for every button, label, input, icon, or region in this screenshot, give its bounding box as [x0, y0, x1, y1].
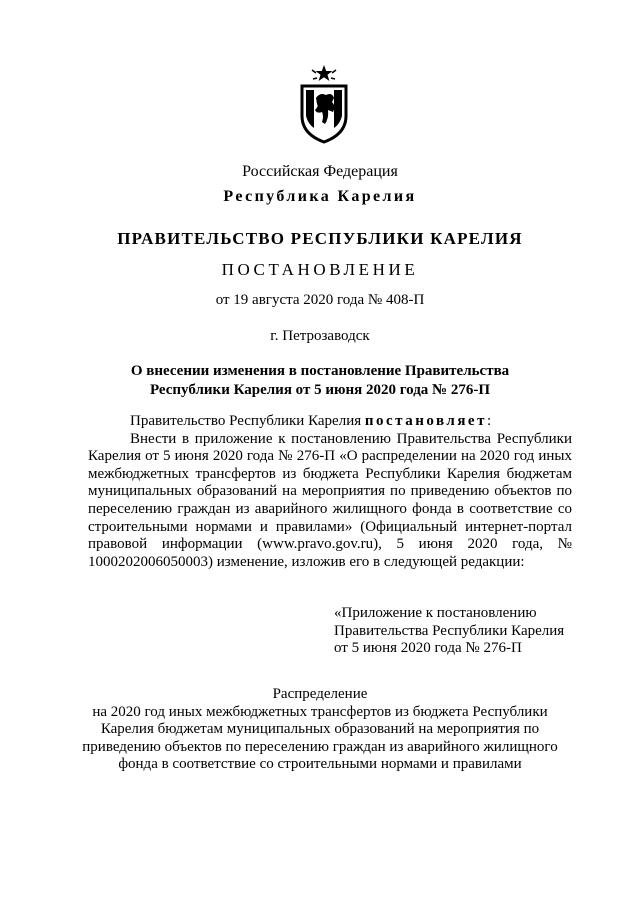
- title-line: Республики Карелия от 5 июня 2020 года № 276-П: [149, 382, 491, 398]
- karelia-coat-of-arms-icon: [298, 64, 350, 144]
- country-name: Российская Федерация: [242, 163, 398, 180]
- distribution-line: приведению объектов по переселению граждан из аварийного жилищного: [82, 738, 558, 755]
- appendix-line: Правительства Республики Карелия: [334, 622, 565, 639]
- decree-word: постановляет: [364, 413, 487, 429]
- title-line: О внесении изменения в постановление Правительства: [130, 363, 510, 379]
- decree-colon: :: [486, 413, 492, 429]
- document-title: [0, 362, 640, 400]
- amendment-paragraph: Внести в приложение к постановлению Правительства Республики Карелия от 5 июня 2020 года № 276-П «О распределении на 2020 год иных межбюджетных трансфертов из бюджета Республики Карелия бюджетам муниципальных образований на мероприятия по приведению объектов по переселению граждан из аварийного жилищного фонда в соответствие со строительными нормами и правилами» (Официальный интернет-портал правовой информации (www.pravo.gov.ru), 5 июня 2020 года, № 1000202006050003) изменение, изложив его в следующей редакции:: [88, 430, 572, 570]
- government-name: ПРАВИТЕЛЬСТВО РЕСПУБЛИКИ КАРЕЛИЯ: [117, 229, 523, 248]
- distribution-line: на 2020 год иных межбюджетных трансфертов из бюджета Республики: [92, 703, 548, 720]
- decree-lead: Правительство Республики Карелия: [130, 413, 362, 429]
- appendix-line: от 5 июня 2020 года № 276-П: [334, 640, 522, 657]
- distribution-heading: Распределение: [272, 686, 368, 702]
- appendix-reference: [334, 605, 594, 658]
- republic-name: Республика Карелия: [223, 188, 417, 205]
- decree-paragraph: [88, 413, 572, 431]
- document-city: г. Петрозаводск: [270, 328, 370, 344]
- document-body: [88, 413, 572, 571]
- distribution-heading-block: [0, 686, 640, 774]
- appendix-line: «Приложение к постановлению: [334, 605, 537, 621]
- document-date-number: от 19 августа 2020 года № 408-П: [215, 292, 425, 308]
- document-type: ПОСТАНОВЛЕНИЕ: [221, 260, 419, 279]
- distribution-line: Карелия бюджетам муниципальных образований на мероприятия по: [100, 721, 540, 738]
- distribution-line: фонда в соответствие со строительными нормами и правилами: [118, 756, 522, 773]
